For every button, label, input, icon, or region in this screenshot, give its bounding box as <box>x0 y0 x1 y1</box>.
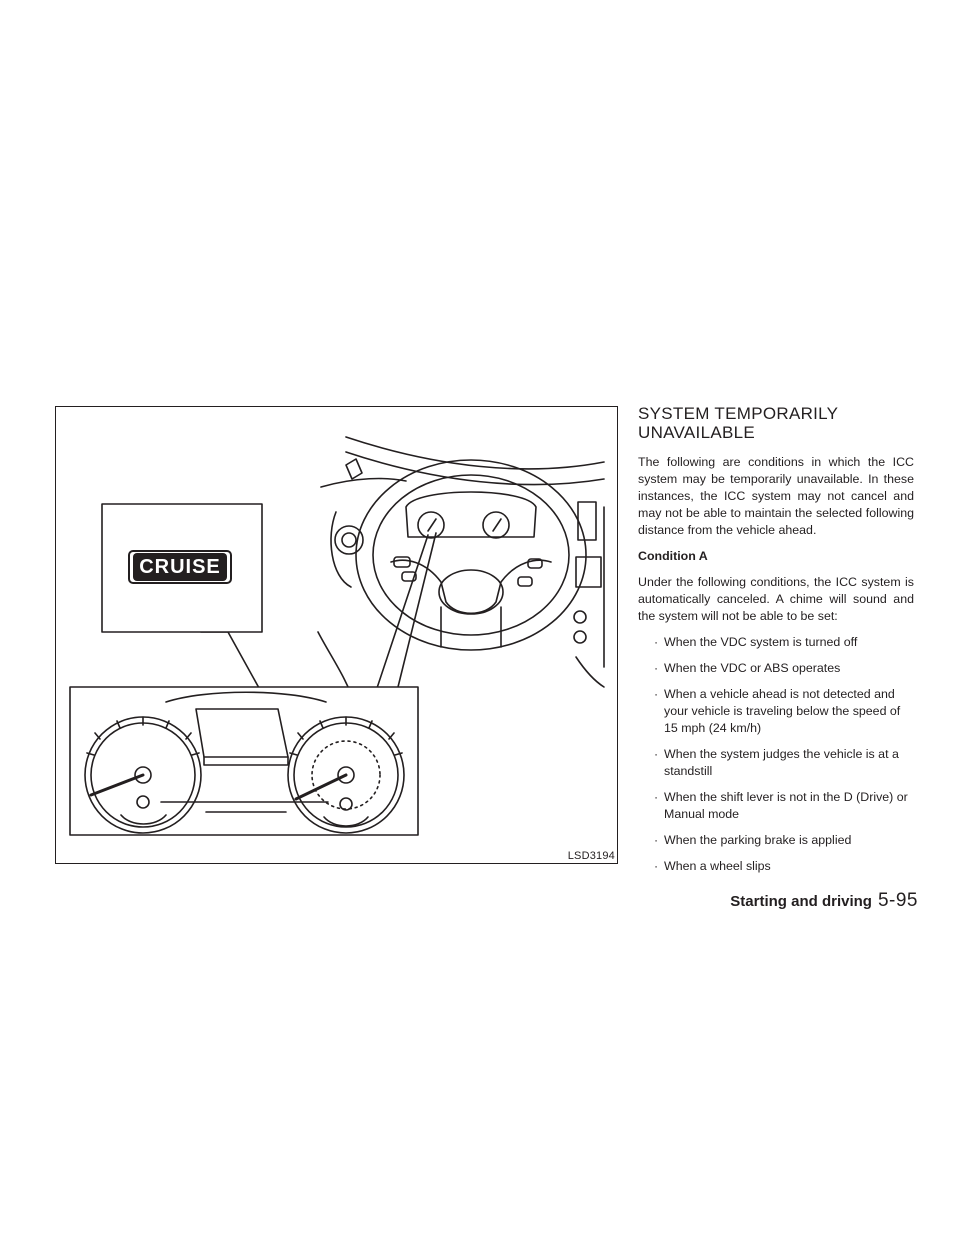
list-item: · When the parking brake is applied <box>638 832 914 849</box>
section-heading-line-1: SYSTEM TEMPORARILY <box>638 404 839 423</box>
cruise-indicator-label <box>128 550 232 584</box>
dashboard-drawing <box>318 437 604 707</box>
section-heading <box>638 404 914 442</box>
steering-wheel-drawing <box>356 460 586 650</box>
section-heading-line-2: UNAVAILABLE <box>638 423 755 442</box>
figure-code: LSD3194 <box>567 850 615 862</box>
list-item: · When the VDC or ABS operates <box>638 660 914 677</box>
page-footer <box>730 890 918 912</box>
list-item: · When a vehicle ahead is not detected and your vehicle is traveling below the speed of 15 mph (24 km/h) <box>638 686 914 737</box>
illustration-figure <box>55 406 618 864</box>
instrument-cluster-illustration <box>56 407 619 865</box>
condition-list <box>638 634 914 875</box>
list-item: · When the system judges the vehicle is at a standstill <box>638 746 914 780</box>
cruise-indicator-text: CRUISE <box>133 553 227 581</box>
condition-intro-paragraph: Under the following conditions, the ICC system is automatically canceled. A chime will sound and the system will not be able to be set: <box>638 575 914 623</box>
list-item: · When the shift lever is not in the D (Drive) or Manual mode <box>638 789 914 823</box>
condition-title: Condition A <box>638 549 708 563</box>
footer-section-name: Starting and driving <box>730 893 872 910</box>
text-column <box>638 404 914 884</box>
page-number: 5-95 <box>877 890 918 911</box>
list-item: · When the VDC system is turned off <box>638 634 914 651</box>
list-item: · When a wheel slips <box>638 858 914 875</box>
intro-paragraph: The following are conditions in which the ICC system may be temporarily unavailable. In these instances, the ICC system may not cancel and may not be able to maintain the selected following distance from the vehicle ahead. <box>638 455 914 537</box>
